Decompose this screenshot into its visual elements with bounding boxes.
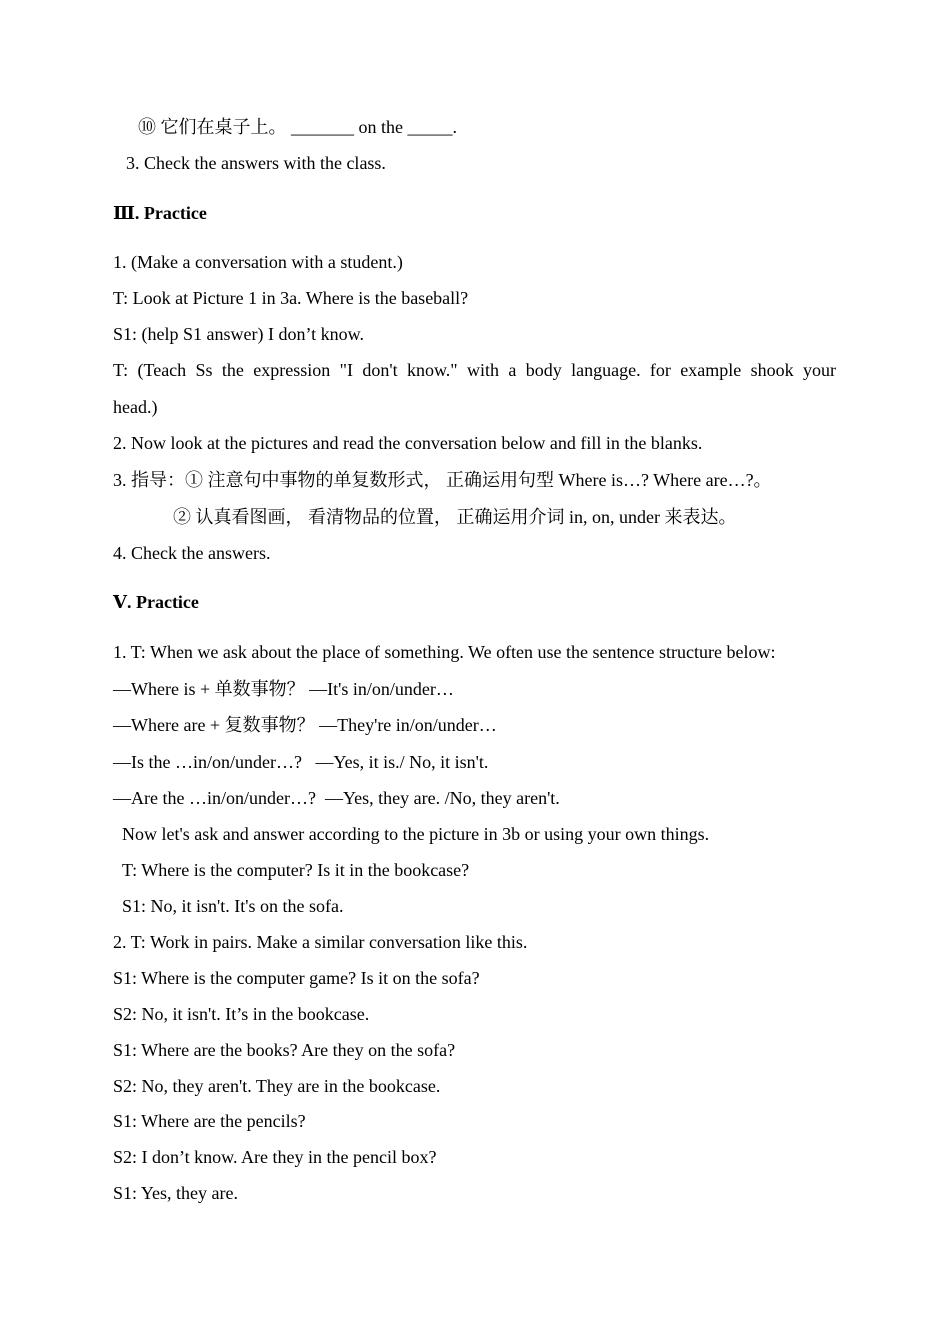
section-3-line: 2. Now look at the pictures and read the conversation below and fill in the blanks. bbox=[113, 433, 703, 453]
section-3-guidance-1: 3. 指导：① 注意句中事物的单复数形式， 正确运用句型 Where is…? Where are…?。 bbox=[113, 470, 772, 490]
section-3-line: T: (Teach Ss the expression "I don't know." with a body language. for example shook your bbox=[113, 360, 836, 380]
section-5-line: 2. T: Work in pairs. Make a similar conversation like this. bbox=[113, 932, 528, 952]
dialogue-line: S2: No, it isn't. It’s in the bookcase. bbox=[113, 1004, 370, 1024]
dialogue-line: S1: Where are the books? Are they on the sofa? bbox=[113, 1040, 456, 1060]
section-3-guidance-2: ② 认真看图画， 看清物品的位置， 正确运用介词 in, on, under 来表达。 bbox=[173, 507, 737, 527]
dialogue-line: S2: I don’t know. Are they in the pencil box? bbox=[113, 1147, 437, 1167]
exercise-step-3: 3. Check the answers with the class. bbox=[126, 153, 386, 173]
sentence-pattern: —Is the …in/on/under…? —Yes, it is./ No, it isn't. bbox=[113, 752, 489, 772]
sentence-pattern: —Are the …in/on/under…? —Yes, they are. /No, they aren't. bbox=[113, 788, 560, 808]
section-5-line: 1. T: When we ask about the place of something. We often use the sentence structure below: bbox=[113, 642, 776, 662]
section-5-heading: Ⅴ. Practice bbox=[113, 592, 199, 612]
dialogue-line: S1: No, it isn't. It's on the sofa. bbox=[122, 896, 344, 916]
section-3-line: 1. (Make a conversation with a student.) bbox=[113, 252, 403, 272]
dialogue-line: S1: Where is the computer game? Is it on the sofa? bbox=[113, 968, 480, 988]
dialogue-line: S1: Yes, they are. bbox=[113, 1183, 238, 1203]
dialogue-line: S1: Where are the pencils? bbox=[113, 1111, 306, 1131]
sentence-pattern: —Where are + 复数事物？ —They're in/on/under… bbox=[113, 715, 497, 735]
section-5-line: Now let's ask and answer according to the picture in 3b or using your own things. bbox=[122, 824, 710, 844]
section-3-line: S1: (help S1 answer) I don’t know. bbox=[113, 324, 364, 344]
exercise-item-10: ⑩ 它们在桌子上。 _______ on the _____. bbox=[138, 117, 457, 137]
dialogue-line: S2: No, they aren't. They are in the bookcase. bbox=[113, 1076, 441, 1096]
section-3-line: T: Look at Picture 1 in 3a. Where is the baseball? bbox=[113, 288, 469, 308]
section-3-line: head.) bbox=[113, 397, 158, 417]
sentence-pattern: —Where is + 单数事物？ —It's in/on/under… bbox=[113, 679, 454, 699]
dialogue-line: T: Where is the computer? Is it in the bookcase? bbox=[122, 860, 470, 880]
section-3-line: 4. Check the answers. bbox=[113, 543, 271, 563]
section-3-heading: Ⅲ. Practice bbox=[113, 203, 207, 223]
